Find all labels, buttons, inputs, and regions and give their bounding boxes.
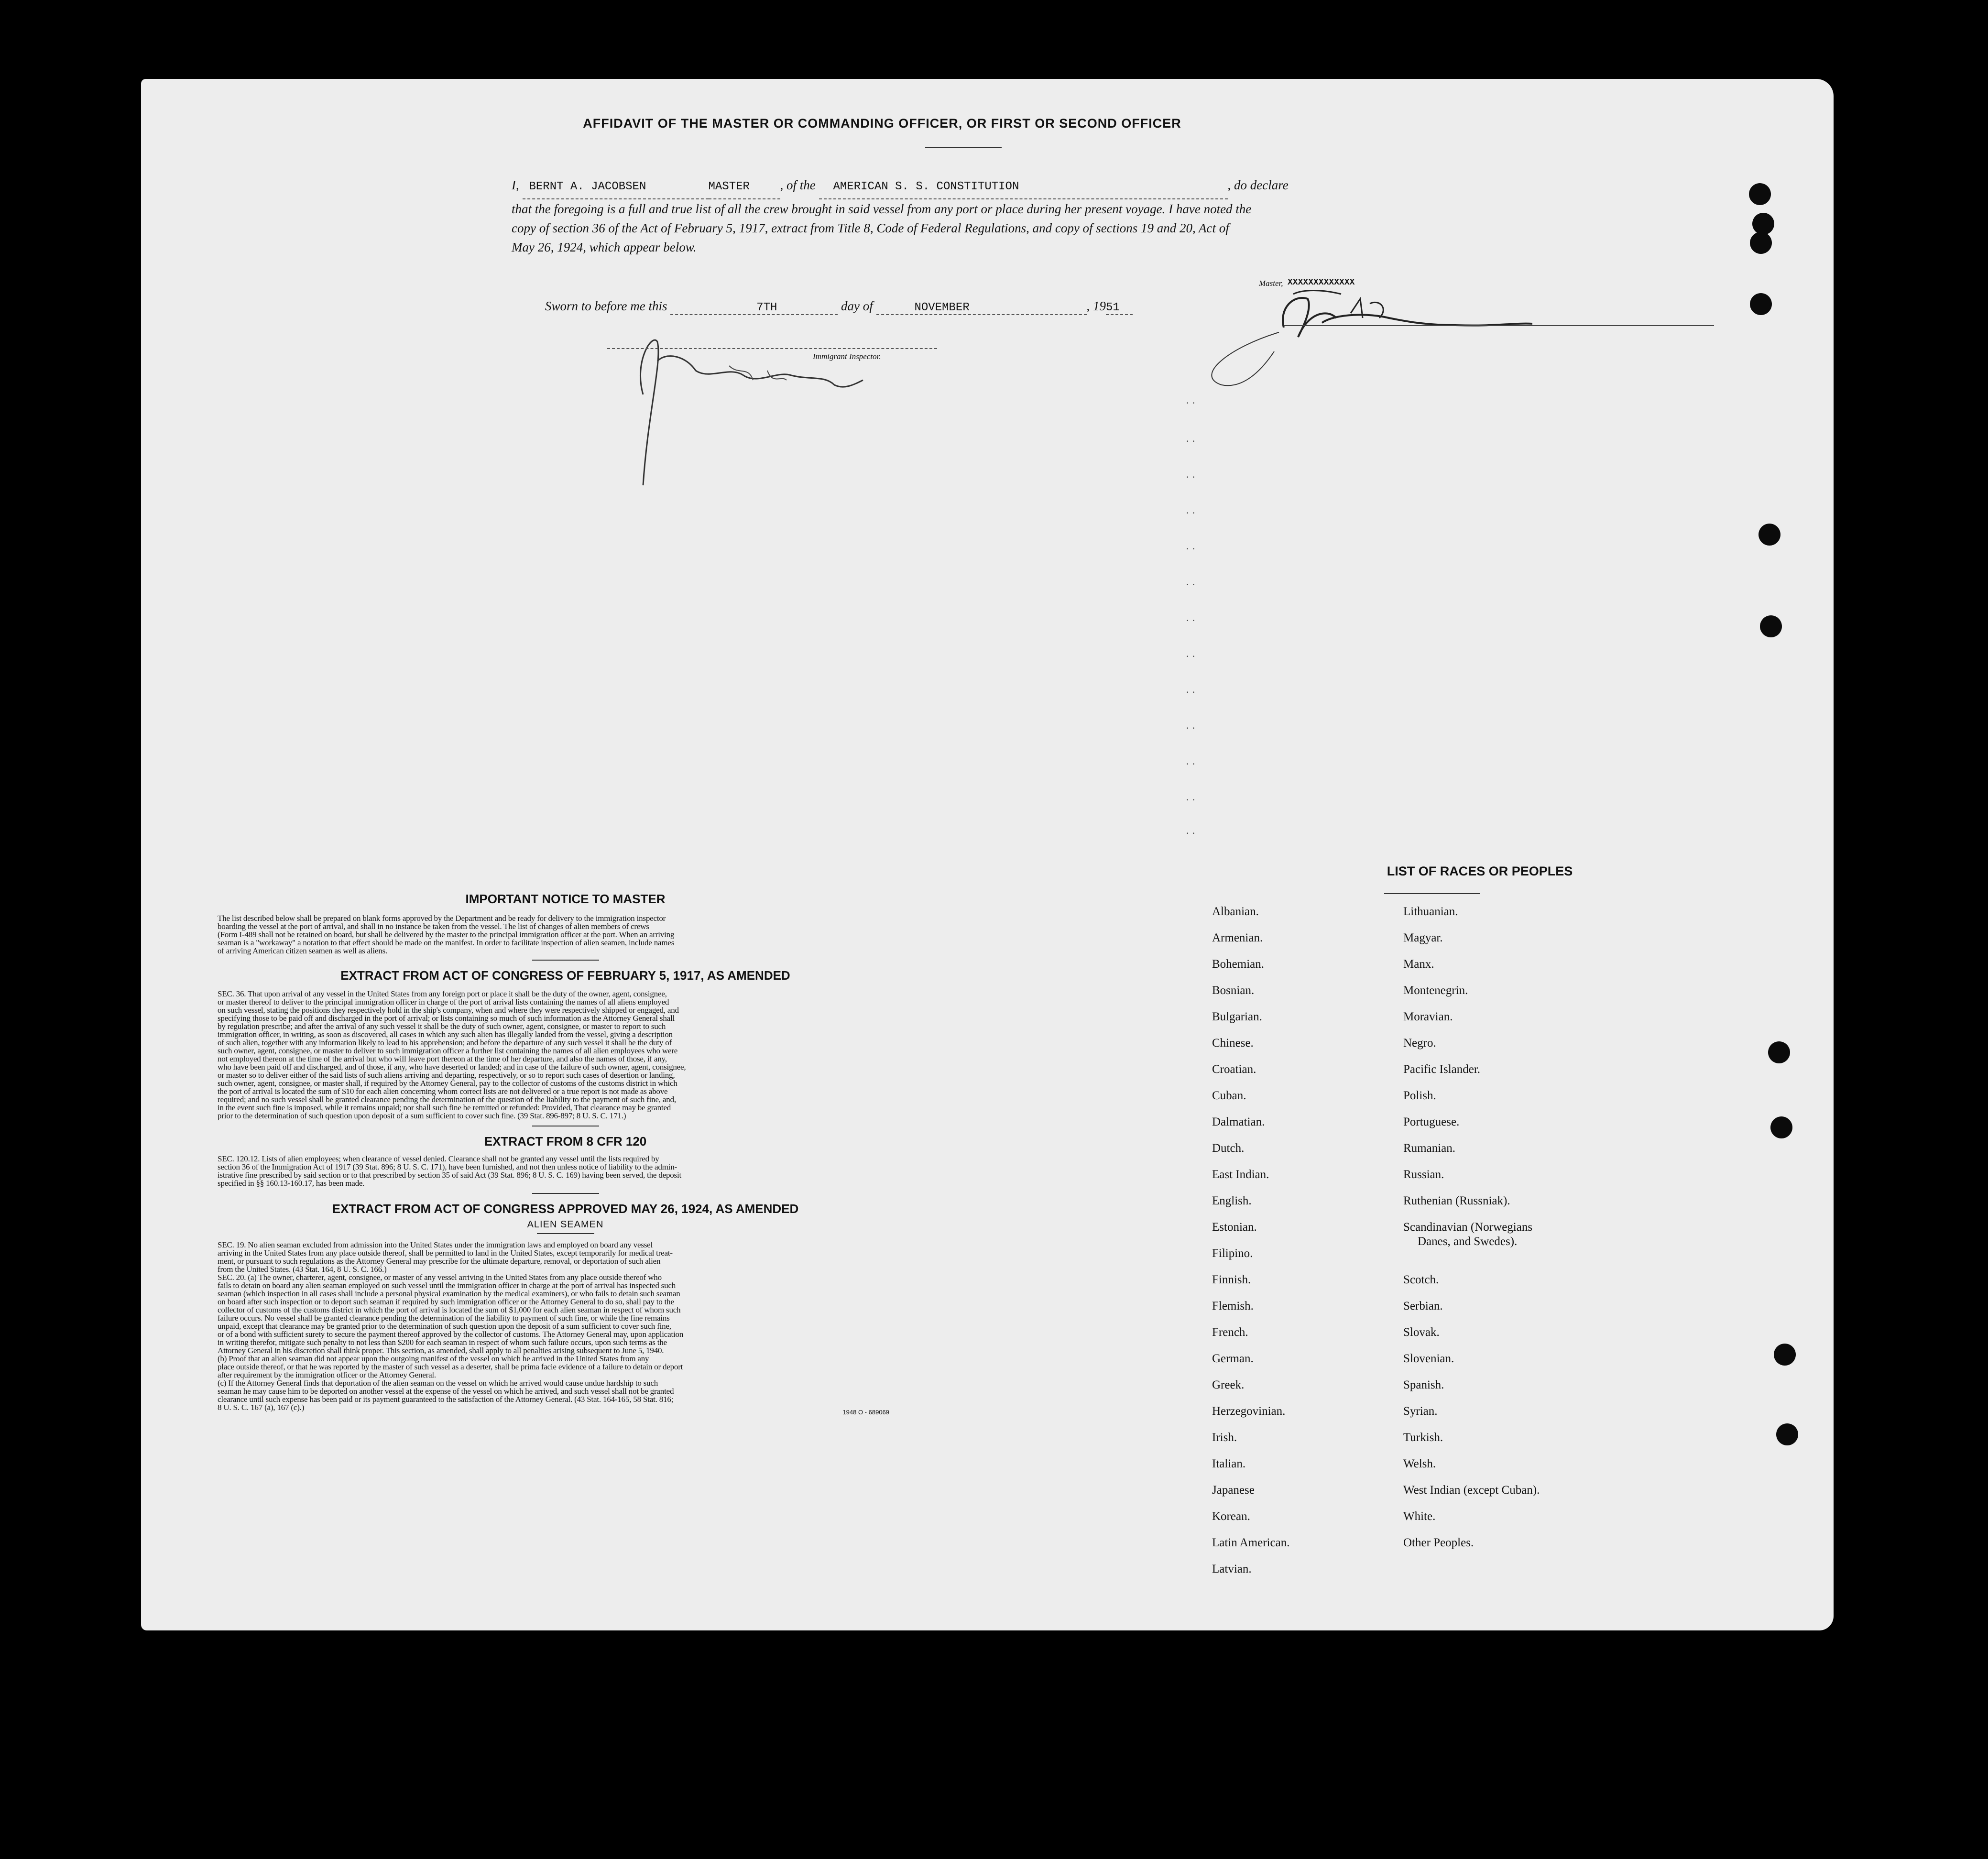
affidavit-line-4: May 26, 1924, which appear below.	[512, 240, 697, 254]
race-item: Korean.	[1212, 1510, 1250, 1523]
master-signature	[1121, 241, 1719, 394]
race-item: Chinese.	[1212, 1037, 1254, 1050]
year-field: 51	[1106, 301, 1133, 315]
text-line: from the United States. (43 Stat. 164, 8 U. S. C. 166.)	[218, 1265, 387, 1274]
text-line: or master thereof to deliver to the principal immigration officer in charge of the port of arrival lists containing the names of all aliens employed	[218, 997, 669, 1006]
section-rule	[532, 960, 599, 961]
document-page	[141, 79, 1834, 1630]
race-item: Turkish.	[1403, 1431, 1443, 1444]
race-item: Estonian.	[1212, 1221, 1257, 1234]
race-item: Finnish.	[1212, 1273, 1251, 1286]
text-line: of such alien, together with any information likely to lead to his apprehension; and before the departure of any such vessel it shall be the duty of	[218, 1038, 672, 1047]
race-item: Bulgarian.	[1212, 1010, 1262, 1023]
struck-title: XXXXXXXXXXXXX	[1288, 278, 1355, 287]
text-line: 8 U. S. C. 167 (a), 167 (c).)	[218, 1403, 305, 1412]
race-item: Portuguese.	[1403, 1115, 1460, 1128]
race-item: Montenegrin.	[1403, 984, 1468, 997]
race-item: Pacific Islander.	[1403, 1063, 1481, 1076]
text-line: (Form I-489 shall not be retained on board, but shall be delivered by the master to the principal immigration officer at the port. When an arriving	[218, 930, 675, 939]
legal-notices	[218, 892, 913, 1416]
extract-cfr-title: EXTRACT FROM 8 CFR 120	[484, 1134, 647, 1148]
text-line: SEC. 36. That upon arrival of any vessel in the United States from any foreign port or place it shall be the duty of the owner, agent, consignee,	[218, 989, 667, 998]
text-line: in the event such fine is imposed, while it remains unpaid; nor shall such fine be remitted or refunded: Provided, That clearance may be granted	[218, 1103, 671, 1112]
affidavit-line-2: that the foregoing is a full and true list of all the crew brought in said vessel from any port or place during her present voyage. I have noted the	[512, 202, 1252, 216]
print-code: 1948 O - 689069	[842, 1409, 889, 1416]
text-line: such owner, agent, consignee, or master shall, if required by the Attorney General, pay to the collector of customs of the customs district in which	[218, 1079, 677, 1088]
text-line: place outside thereof, or that he was reported by the master of such vessel as a deserter, shall be prima facie evidence of a failure to detain or deport	[218, 1362, 683, 1371]
race-item: Spanish.	[1403, 1378, 1444, 1391]
text-line: the port of arrival is located the sum of $10 for each alien concerning whom correct lists are not delivered or a true report is not made as above	[218, 1087, 668, 1096]
extract-1924-title: EXTRACT FROM ACT OF CONGRESS APPROVED MAY 26, 1924, AS AMENDED	[332, 1202, 799, 1216]
text-line: or of a bond with sufficient surety to secure the payment thereof approved by the collector of customs. The Attorney General may, upon application	[218, 1330, 684, 1339]
race-item: Rumanian.	[1403, 1142, 1456, 1155]
inspector-signature	[586, 304, 968, 504]
text-line: specified in §§ 160.13-160.17, has been made.	[218, 1179, 365, 1188]
race-item: Italian.	[1212, 1457, 1246, 1470]
text-line: on such vessel, stating the positions they respectively hold in the ship's company, when and where they were respectively shipped or engaged, and	[218, 1006, 679, 1015]
races-list	[1212, 905, 1786, 1575]
master-caption: Master,	[1259, 279, 1283, 288]
text-line: istrative fine prescribed by said section or to that prescribed by section 35 of said Act (39 Stat. 896; 8 U. S. C. 169) having been served, the deposit	[218, 1170, 682, 1180]
text-line: seaman he may cause him to be deported on another vessel at the expense of the vessel on which he arrived, and such vessel shall not be granted	[218, 1387, 674, 1396]
text-line: seaman (which inspection in all cases shall include a personal physical examination by the medical examiners), or who fails to detain such seaman	[218, 1289, 680, 1298]
text-line: boarding the vessel at the port of arrival, and shall in no instance be taken from the vessel. The list of changes of alien members of crews	[218, 922, 649, 931]
rank-field: MASTER	[709, 175, 780, 199]
race-item: Scotch.	[1403, 1273, 1439, 1286]
text-line: by regulation prescribe; and after the arrival of any such vessel it shall be the duty of such owner, agent, consignee, or master to report to such	[218, 1022, 666, 1031]
title-rule	[925, 147, 1002, 148]
affidavit-title: AFFIDAVIT OF THE MASTER OR COMMANDING OFFICER, OR FIRST OR SECOND OFFICER	[583, 116, 1181, 131]
day-of-label: day of	[841, 299, 873, 313]
text-line: The list described below shall be prepared on blank forms approved by the Department and be ready for delivery to the immigration inspector	[218, 914, 666, 923]
text-line: of arriving American citizen seamen as well as aliens.	[218, 946, 388, 955]
year-prefix: , 19	[1086, 299, 1106, 313]
races-title: LIST OF RACES OR PEOPLES	[1387, 864, 1573, 878]
text-line: in writing therefor, mitigate such penalty to not less than $200 for each seaman in respect of whom such failure occurs, upon such terms as the	[218, 1338, 667, 1347]
text-line: SEC. 120.12. Lists of alien employees; when clearance of vessel denied. Clearance shall not be granted any vessel until the lists required by	[218, 1154, 659, 1163]
sworn-prefix: Sworn to before me this	[545, 299, 667, 313]
text-line: Attorney General in his discretion shall think proper. This section, as amended, shall apply to all penalties arising subsequent to June 5, 1940.	[218, 1346, 664, 1355]
text-line: SEC. 19. No alien seaman excluded from admission into the United States under the immigration laws and employed on board any vessel	[218, 1240, 653, 1249]
vessel-field: AMERICAN S. S. CONSTITUTION	[819, 175, 1228, 199]
race-item: Latvian.	[1212, 1563, 1252, 1575]
race-item: Russian.	[1403, 1168, 1444, 1181]
text-line: unpaid, except that clearance may be granted prior to the determination of such question upon the deposit of a sum sufficient to cover such fine,	[218, 1322, 671, 1331]
text-line: clearance until such expense has been paid or its payment guaranteed to the satisfaction of the Attorney General. (43 Stat. 164-165, 58 Stat. 816;	[218, 1395, 674, 1404]
notice-body	[218, 914, 913, 955]
race-item: Flemish.	[1212, 1300, 1254, 1312]
text-line: section 36 of the Immigration Act of 1917 (39 Stat. 896; 8 U. S. C. 171), have been furnished, and not then unless notice of liability to the admin-	[218, 1162, 677, 1171]
affidavit-line-1	[512, 174, 1513, 199]
extract-1924-subtitle: ALIEN SEAMEN	[527, 1219, 604, 1230]
punch-hole	[1750, 293, 1772, 315]
text-line: (b) Proof that an alien seaman did not appear upon the outgoing manifest of the vessel on which he arrived in the United States from any	[218, 1354, 649, 1363]
extract-1917-title: EXTRACT FROM ACT OF CONGRESS OF FEBRUARY 5, 1917, AS AMENDED	[340, 968, 790, 983]
text-line: not employed thereon at the time of the arrival but who will leave port thereon at the time of her departure, and also the names of those, if any,	[218, 1054, 667, 1063]
race-item: Filipino.	[1212, 1247, 1253, 1260]
punch-hole	[1749, 183, 1771, 205]
race-item: Manx.	[1403, 958, 1434, 971]
day-field: 7TH	[670, 301, 838, 315]
race-item-continuation: Danes, and Swedes).	[1418, 1235, 1518, 1248]
of-the-label: , of the	[780, 178, 816, 192]
dot-markers: · · · · · · · · · · · · · · · · · · · · · · · · · ·	[1186, 397, 1196, 839]
text-line: seaman is a "workaway" a notation to that effect should be made on the manifest. In order to facilitate inspection of alien seamen, include names	[218, 938, 675, 947]
race-item: Dalmatian.	[1212, 1115, 1265, 1128]
race-item: English.	[1212, 1194, 1252, 1207]
race-item: Magyar.	[1403, 931, 1443, 944]
text-line: specifying those to be paid off and discharged in the port of arrival; or lists containing so much of such information as the Attorney General shall	[218, 1014, 675, 1023]
race-item: Irish.	[1212, 1431, 1237, 1444]
race-item: West Indian (except Cuban).	[1403, 1484, 1540, 1497]
text-line: or master so to deliver either of the said lists of such aliens arriving and departing, respectively, or so to report such cases of desertion or landing,	[218, 1071, 675, 1080]
race-item: Latin American.	[1212, 1536, 1290, 1549]
text-line: required; and no such vessel shall be granted clearance pending the determination of the question of the liability to the payment of such fine, and,	[218, 1095, 676, 1104]
text-line: failure occurs. No vessel shall be granted clearance pending the determination of the liability to payment of such fine, or while the fine remains	[218, 1313, 670, 1323]
extract-1917-body	[218, 990, 913, 1120]
text-line: SEC. 20. (a) The owner, charterer, agent, consignee, or master of any vessel arriving in the United States from any place outside thereof who	[218, 1273, 662, 1282]
race-item: Welsh.	[1403, 1457, 1436, 1470]
punch-hole	[1750, 232, 1772, 254]
race-item: Bohemian.	[1212, 958, 1265, 971]
punch-hole	[1774, 1344, 1796, 1366]
punch-hole	[1759, 524, 1780, 546]
race-item: Dutch.	[1212, 1142, 1245, 1155]
race-item: Japanese	[1212, 1484, 1255, 1497]
race-item: Croatian.	[1212, 1063, 1256, 1076]
notice-title: IMPORTANT NOTICE TO MASTER	[465, 892, 666, 906]
race-item: Scandinavian (Norwegians	[1403, 1221, 1533, 1234]
text-line: immigration officer, in writing, as soon as discovered, all cases in which any such alien has illegally landed from the vessel, giving a description	[218, 1030, 673, 1039]
inspector-signature-line	[607, 348, 937, 349]
race-item: Armenian.	[1212, 931, 1263, 944]
punch-hole	[1768, 1041, 1790, 1063]
punch-hole	[1760, 615, 1782, 637]
text-line: after requirement by the immigration officer or the Attorney General.	[218, 1370, 436, 1379]
text-line: prior to the determination of such question upon deposit of a sum sufficient to cover such fine. (39 Stat. 896-897; 8 U. S. C. 171.)	[218, 1111, 626, 1120]
race-item: Greek.	[1212, 1378, 1245, 1391]
text-line: collector of customs of the customs district in which the port of arrival is located the sum of $1,000 for each alien seaman in respect of whom such	[218, 1305, 681, 1314]
text-line: (c) If the Attorney General finds that deportation of the alien seaman on the vessel on which he arrived would cause undue hardship to such	[218, 1378, 658, 1388]
text-line: on board after such inspection or to deport such seaman if required by such immigration officer or the Attorney General to do so, shall pay to the	[218, 1297, 674, 1306]
race-item: Moravian.	[1403, 1010, 1453, 1023]
race-item: White.	[1403, 1510, 1436, 1523]
race-item: Other Peoples.	[1403, 1536, 1474, 1549]
extract-1924-body	[218, 1241, 913, 1411]
text-line: fails to detain on board any alien seaman employed on such vessel until the immigration officer in charge at the port of arrival has inspected such	[218, 1281, 676, 1290]
races-rule	[1384, 893, 1480, 894]
race-item: German.	[1212, 1352, 1254, 1365]
text-line: such owner, agent, consignee, or master to deliver to such immigration officer a further list containing the names of all alien employees who were	[218, 1046, 678, 1055]
affidavit-line-3: copy of section 36 of the Act of February 5, 1917, extract from Title 8, Code of Federal Regulations, and copy of sections 19 and 20, Act of	[512, 221, 1229, 235]
race-item: Ruthenian (Russniak).	[1403, 1194, 1510, 1207]
race-item: French.	[1212, 1326, 1248, 1339]
subtitle-rule	[537, 1233, 594, 1234]
text-line: ment, or pursuant to such regulations as the Attorney General may prescribe for the ultimate departure, removal, or deportation of such alien	[218, 1257, 661, 1266]
race-item: Albanian.	[1212, 905, 1259, 918]
race-item: Slovak.	[1403, 1326, 1440, 1339]
section-rule	[532, 1193, 599, 1194]
race-item: Syrian.	[1403, 1405, 1438, 1418]
race-item: Lithuanian.	[1403, 905, 1458, 918]
race-item: Polish.	[1403, 1089, 1436, 1102]
extract-cfr-body	[218, 1155, 913, 1187]
race-item: East Indian.	[1212, 1168, 1269, 1181]
race-item: Herzegovinian.	[1212, 1405, 1286, 1418]
do-declare-label: , do declare	[1227, 178, 1289, 192]
race-item: Bosnian.	[1212, 984, 1255, 997]
race-item: Negro.	[1403, 1037, 1436, 1050]
affidavit-i: I,	[512, 178, 519, 192]
inspector-caption: Immigrant Inspector.	[813, 352, 881, 361]
month-field: NOVEMBER	[876, 301, 1087, 315]
race-item: Slovenian.	[1403, 1352, 1454, 1365]
race-item: Serbian.	[1403, 1300, 1443, 1312]
text-line: arriving in the United States from any place outside thereof, shall be permitted to land in the United States, except temporarily for medical treat-	[218, 1248, 673, 1258]
punch-hole	[1776, 1423, 1798, 1445]
punch-hole	[1770, 1116, 1792, 1138]
punch-hole	[1752, 213, 1774, 235]
master-name-field: BERNT A. JACOBSEN	[523, 175, 709, 199]
text-line: who have been paid off and discharged, and of those, if any, who have deserted or landed; and in case of the failure of such owner, agent, consignee,	[218, 1062, 686, 1072]
race-item: Cuban.	[1212, 1089, 1246, 1102]
